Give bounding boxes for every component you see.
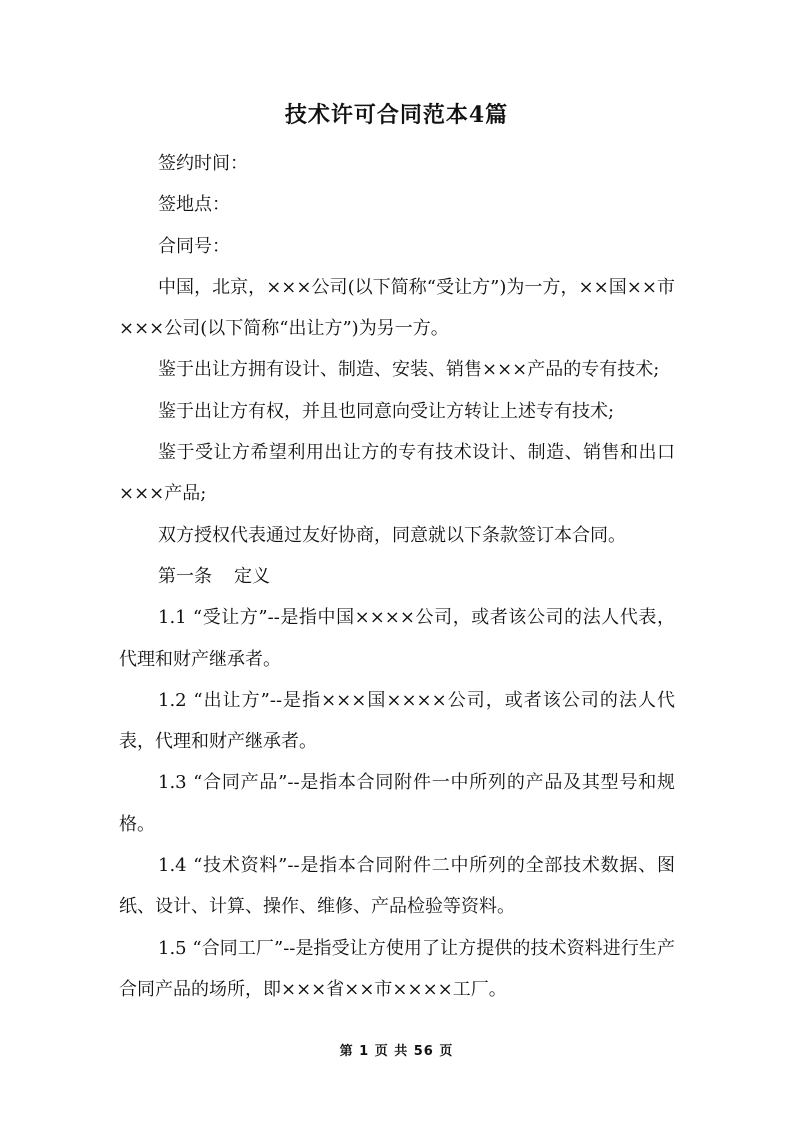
clause-1-2: 1.2 “出让方”--是指×××国××××公司，或者该公司的法人代表，代理和财产继承者。 (119, 689, 675, 753)
article-heading (119, 556, 675, 597)
page-number-footer: 第 1 页 共 56 页 (339, 1044, 454, 1059)
paragraph-whereas-2: 鉴于出让方有权，并且也同意向受让方转让上述专有技术; (158, 400, 615, 422)
clause-1-3: 1.3 “合同产品”--是指本合同附件一中所列的产品及其型号和规格。 (119, 772, 675, 835)
paragraph-signing-place: 签地点： (158, 194, 230, 216)
clause-1-4: 1.4 “技术资料”--是指本合同附件二中所列的全部技术数据、图纸、设计、计算、操作、维修、产品检验等资料。 (119, 855, 675, 918)
page-title: 技术许可合同范本4篇 (284, 102, 509, 128)
paragraph-parties: 中国，北京，×××公司(以下简称“受让方”)为一方，××国××市×××公司(以下简称“出让方”)为另一方。 (119, 276, 675, 340)
clause-1-5: 1.5 “合同工厂”--是指受让方使用了让方提供的技术资料进行生产合同产品的场所，即×××省××市××××工厂。 (119, 937, 675, 1000)
article-title: 定义 (234, 565, 270, 587)
paragraph-whereas-3: 鉴于受让方希望利用出让方的专有技术设计、制造、销售和出口×××产品; (119, 442, 675, 505)
paragraph-agreement: 双方授权代表通过友好协商，同意就以下条款签订本合同。 (158, 524, 626, 546)
paragraph-whereas-1: 鉴于出让方拥有设计、制造、安装、销售×××产品的专有技术; (158, 359, 660, 381)
document-body (119, 143, 675, 1010)
article-number: 第一条 (158, 565, 212, 587)
paragraph-signing-time: 签约时间： (158, 153, 248, 174)
paragraph-contract-number: 合同号： (158, 235, 230, 257)
clause-1-1: 1.1 “受让方”--是指中国××××公司，或者该公司的法人代表，代理和财产继承者。 (119, 607, 675, 670)
